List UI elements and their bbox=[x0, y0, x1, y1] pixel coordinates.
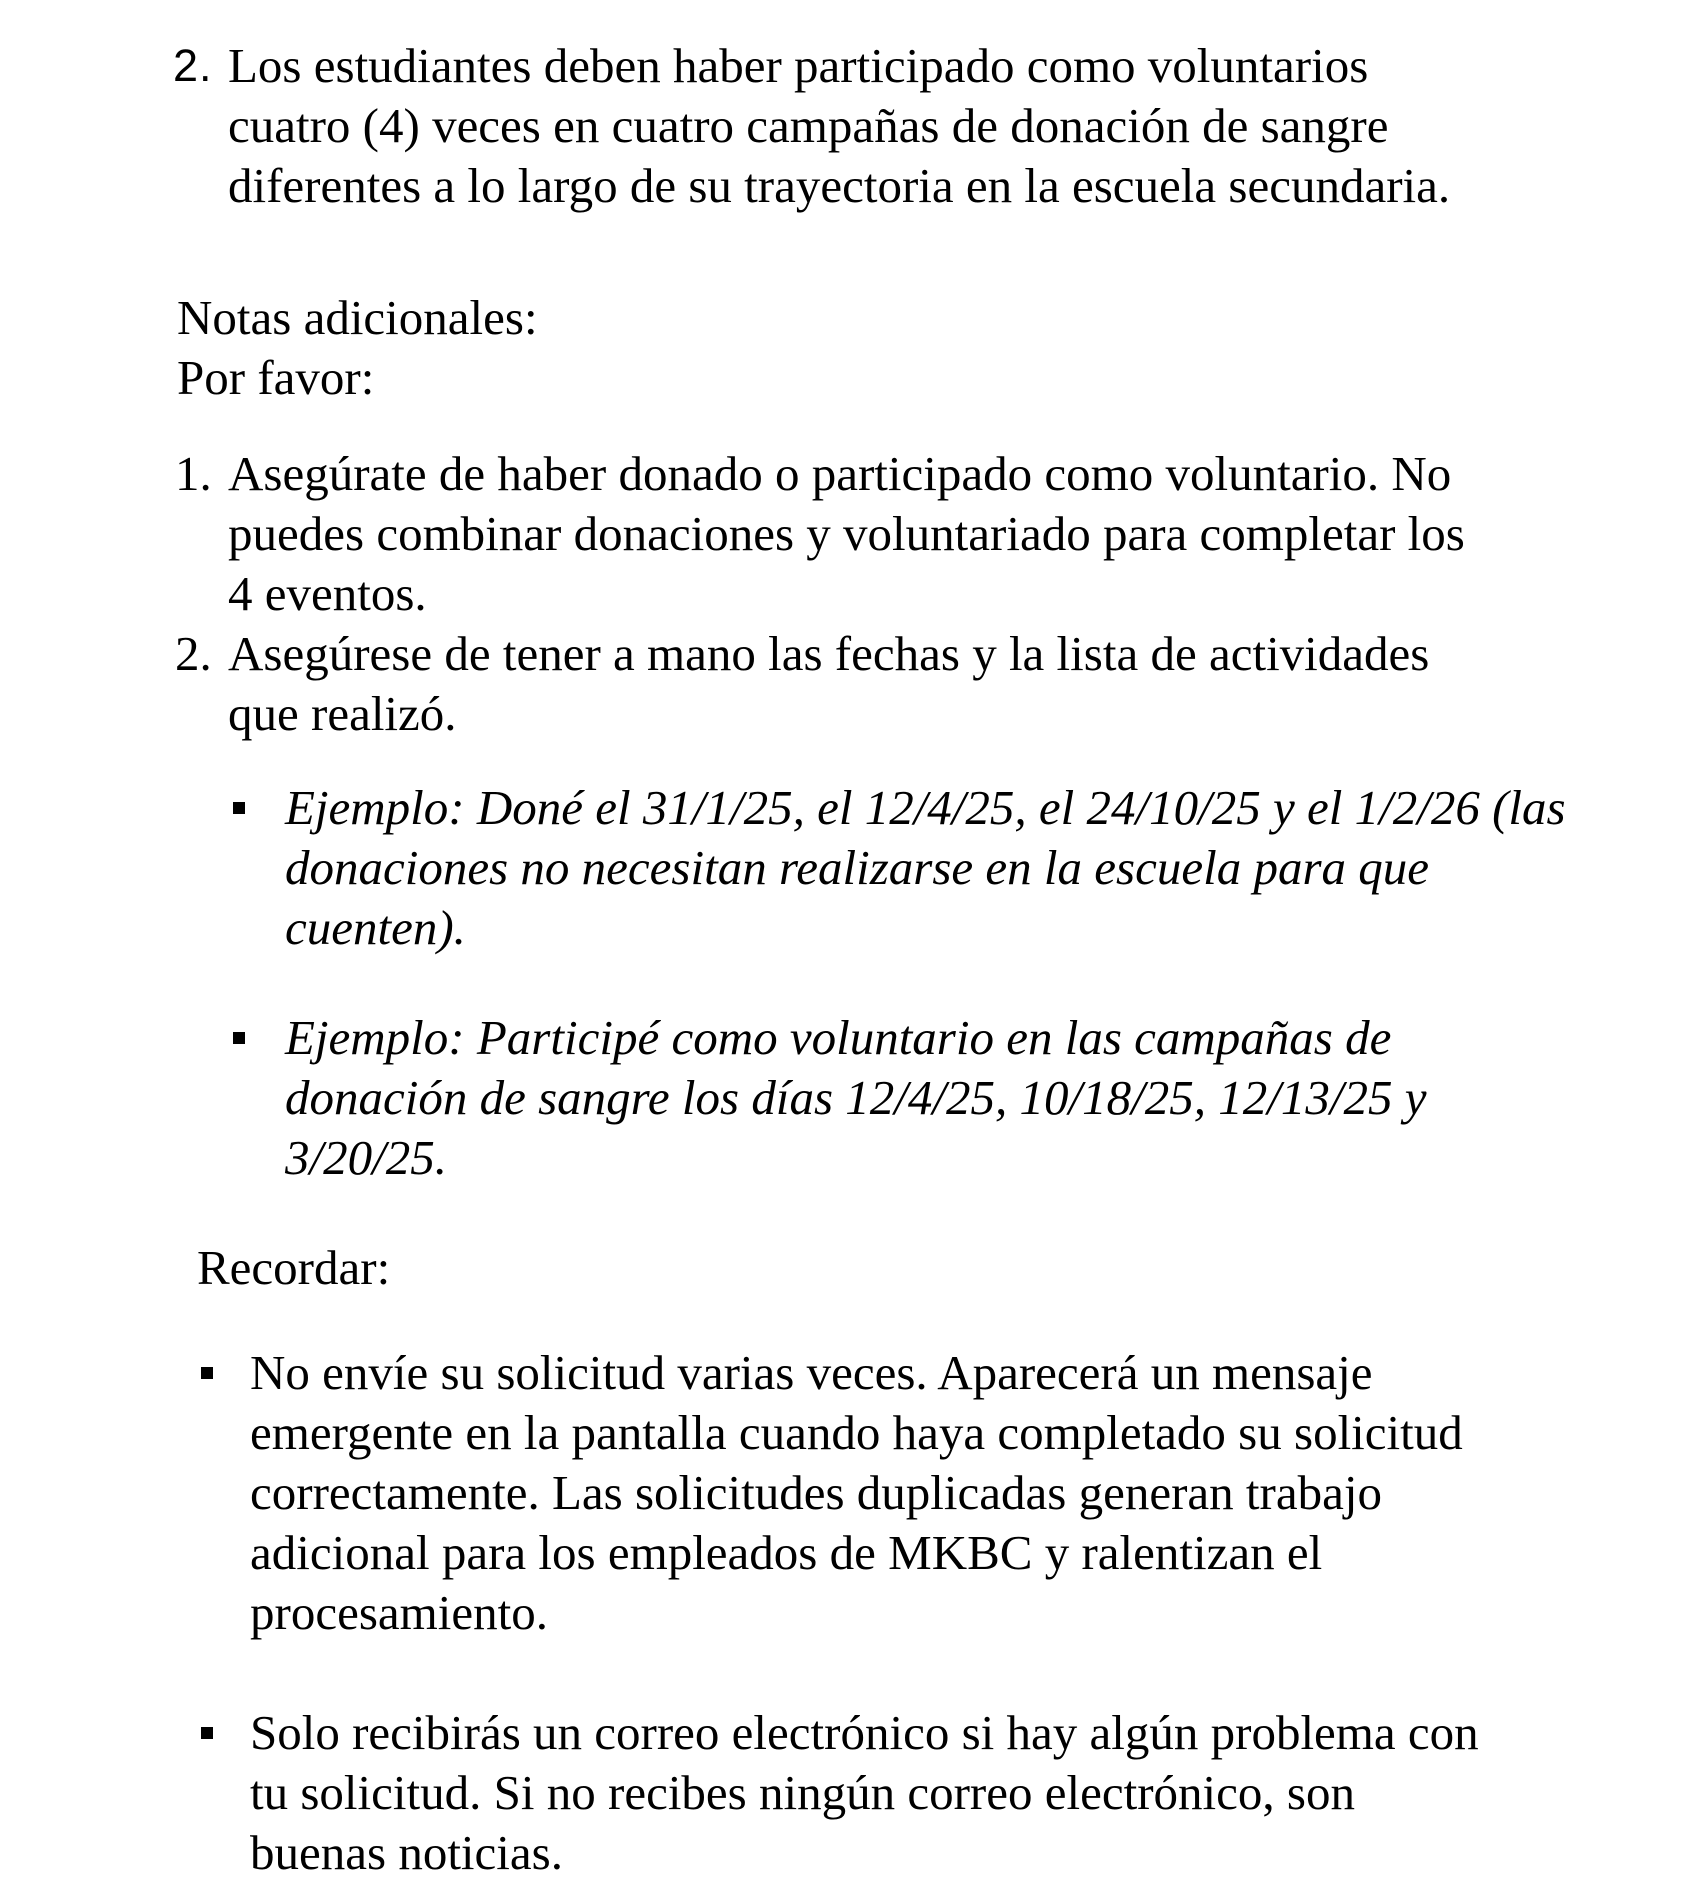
bullet-item-text bbox=[285, 778, 1566, 958]
text-line: Asegúrese de tener a mano las fechas y la lista de actividades bbox=[228, 626, 1430, 681]
notes-subheading: Por favor: bbox=[177, 350, 375, 405]
text-line: 4 eventos. bbox=[228, 566, 427, 621]
text-line: que realizó. bbox=[228, 686, 457, 741]
numbered-list bbox=[0, 444, 1697, 744]
text-line: Solo recibirás un correo electrónico si hay algún problema con bbox=[250, 1705, 1479, 1760]
square-bullet-icon bbox=[233, 802, 245, 814]
list-number: 2. bbox=[173, 40, 213, 91]
text-line: Ejemplo: Participé como voluntario en las campañas de bbox=[285, 1010, 1392, 1065]
text-line: Recordar: bbox=[197, 1240, 391, 1295]
list-item-text bbox=[228, 624, 1429, 744]
list-number: 2. bbox=[175, 626, 212, 681]
text-line: Los estudiantes deben haber participado como voluntarios bbox=[228, 38, 1369, 93]
notes-heading: Notas adicionales: bbox=[177, 290, 538, 345]
numbered-item-1 bbox=[175, 444, 1697, 624]
reminder-bullet-2 bbox=[0, 1703, 1697, 1881]
bullet-column bbox=[201, 1703, 250, 1739]
reminder-bullet-1 bbox=[0, 1343, 1697, 1643]
text-line: correctamente. Las solicitudes duplicadas generan trabajo bbox=[250, 1465, 1382, 1520]
bullet-column bbox=[233, 1008, 285, 1044]
text-line: Ejemplo: Doné el 31/1/25, el 12/4/25, el 24/10/25 y el 1/2/26 (las bbox=[285, 780, 1566, 835]
text-line: cuenten). bbox=[285, 900, 466, 955]
bullet-column bbox=[201, 1343, 250, 1379]
text-line: donaciones no necesitan realizarse en la escuela para que bbox=[285, 840, 1430, 895]
square-bullet-icon bbox=[233, 1032, 245, 1044]
square-bullet-icon bbox=[201, 1367, 213, 1379]
text-line: 3/20/25. bbox=[285, 1130, 447, 1185]
list-item-text bbox=[228, 36, 1450, 216]
bullet-item-text bbox=[250, 1703, 1479, 1881]
example-bullet-1 bbox=[0, 778, 1697, 958]
text-line: buenas noticias. bbox=[250, 1825, 563, 1880]
example-bullet-2 bbox=[0, 1008, 1697, 1188]
text-line: puedes combinar donaciones y voluntariado para completar los bbox=[228, 506, 1465, 561]
text-line: donación de sangre los días 12/4/25, 10/18/25, 12/13/25 y bbox=[285, 1070, 1427, 1125]
bullet-item-text bbox=[285, 1008, 1426, 1188]
text-line: emergente en la pantalla cuando haya completado su solicitud bbox=[250, 1405, 1463, 1460]
square-bullet-icon bbox=[201, 1727, 213, 1739]
numbered-item-top bbox=[0, 36, 1697, 216]
text-line: cuatro (4) veces en cuatro campañas de donación de sangre bbox=[228, 98, 1389, 153]
text-line: Asegúrate de haber donado o participado como voluntario. No bbox=[228, 446, 1452, 501]
text-line: adicional para los empleados de MKBC y ralentizan el bbox=[250, 1525, 1323, 1580]
notes-section bbox=[0, 288, 1697, 408]
reminder-section-heading bbox=[0, 1238, 1697, 1298]
list-number: 1. bbox=[175, 446, 212, 501]
text-line: diferentes a lo largo de su trayectoria en la escuela secundaria. bbox=[228, 158, 1451, 213]
text-line: tu solicitud. Si no recibes ningún correo electrónico, son bbox=[250, 1765, 1355, 1820]
numbered-item-2 bbox=[175, 624, 1697, 744]
text-line: No envíe su solicitud varias veces. Aparecerá un mensaje bbox=[250, 1345, 1373, 1400]
bullet-item-text bbox=[250, 1343, 1463, 1643]
bullet-column bbox=[233, 778, 285, 814]
text-line: procesamiento. bbox=[250, 1585, 548, 1640]
list-item-text bbox=[228, 444, 1465, 624]
